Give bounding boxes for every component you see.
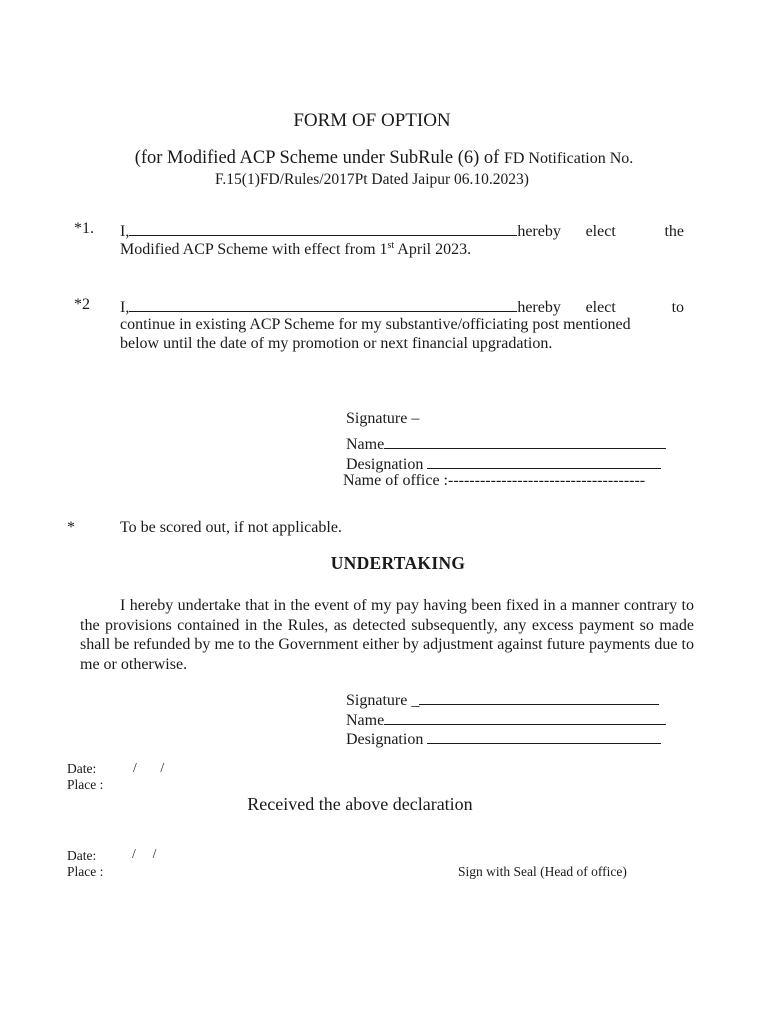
- option-2-word-hereby: hereby: [517, 299, 561, 316]
- sig1-name-blank: [384, 433, 666, 449]
- undertaking-paragraph: [80, 596, 694, 674]
- option-2-name-blank: [129, 296, 517, 312]
- sig2-name-label: Name: [346, 712, 385, 729]
- option-1-sup: st: [387, 240, 395, 251]
- option-1-text-end: April 2023.: [394, 241, 472, 258]
- date-slashes-2: / /: [132, 846, 157, 861]
- option-1-prefix: I,: [120, 223, 130, 240]
- sig2-signature-label: Signature _: [346, 692, 420, 709]
- option-1-line1: [120, 220, 684, 241]
- date-label-1: Date:: [67, 761, 97, 776]
- date-label-2: Date:: [67, 848, 97, 863]
- form-subtitle-line2: F.15(1)FD/Rules/2017Pt Dated Jaipur 06.10.2023): [215, 171, 529, 188]
- option-2-prefix: I,: [120, 299, 130, 316]
- footnote-text: To be scored out, if not applicable.: [120, 519, 342, 536]
- seal-label: Sign with Seal (Head of office): [458, 864, 627, 879]
- form-title: FORM OF OPTION: [293, 110, 451, 131]
- option-1-word-hereby: hereby: [517, 223, 561, 240]
- sig1-designation-label: Designation: [346, 456, 424, 473]
- undertaking-heading: UNDERTAKING: [330, 553, 466, 573]
- subtitle-notification: FD Notification No.: [503, 150, 634, 167]
- option-2-line2: continue in existing ACP Scheme for my substantive/officiating post mentioned: [120, 316, 631, 333]
- footnote-mark: *: [67, 519, 75, 536]
- sig2-name-blank: [384, 709, 666, 725]
- sig2-designation-label: Designation: [346, 731, 424, 748]
- received-declaration: Received the above declaration: [247, 794, 473, 814]
- sig1-office-row: Name of office :-------------------------------------: [343, 472, 646, 489]
- option-2-number: *2: [74, 296, 90, 313]
- sig2-designation-row: [346, 728, 661, 749]
- sig1-designation-blank: [427, 453, 661, 469]
- form-subtitle-line1: [0, 148, 768, 169]
- option-1-line2: [120, 240, 471, 259]
- sig2-designation-blank: [427, 728, 661, 744]
- sig2-signature-blank: [419, 689, 659, 705]
- undertaking-text: I hereby undertake that in the event of my pay having been fixed in a manner contrary to the provisions contained in the Rules, as detected subsequently, any excess payment so made shall be refunded by me to the Government either by adjustment against future payments due to me or otherwise.: [80, 597, 694, 673]
- place-label-2: Place :: [67, 864, 104, 879]
- option-2-line1: [120, 296, 684, 317]
- option-1-word-elect: elect: [585, 223, 616, 240]
- sig2-signature-row: [346, 689, 659, 710]
- sig1-signature-label: Signature –: [346, 410, 420, 427]
- option-2-line3: below until the date of my promotion or next financial upgradation.: [120, 335, 553, 352]
- option-2-word-elect: elect: [585, 299, 616, 316]
- option-1-word-the: the: [664, 223, 685, 240]
- subtitle-main: (for Modified ACP Scheme under SubRule (6) of: [134, 148, 504, 168]
- option-1-number: *1.: [74, 220, 94, 237]
- option-2-word-to: to: [671, 299, 685, 316]
- option-1-name-blank: [129, 220, 517, 236]
- option-1-text: Modified ACP Scheme with effect from 1: [120, 241, 388, 258]
- sig1-name-label: Name: [346, 436, 385, 453]
- sig1-name-row: [346, 433, 666, 454]
- place-label-1: Place :: [67, 777, 104, 792]
- date-slashes-1: / /: [133, 760, 165, 775]
